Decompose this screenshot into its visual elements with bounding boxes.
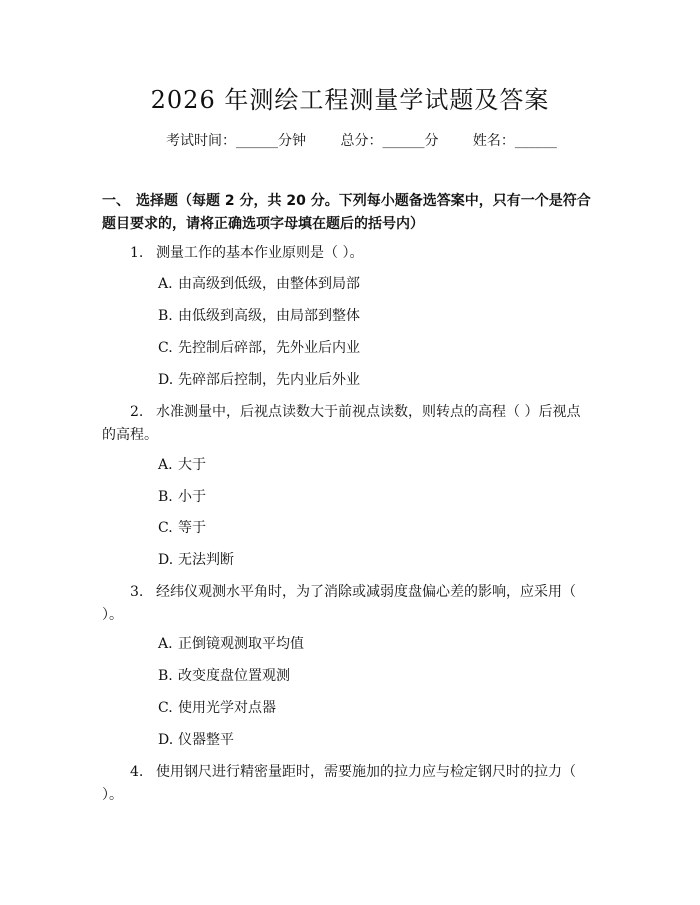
question-3-option-b	[158, 666, 290, 686]
option-letter: D.	[158, 372, 174, 388]
question-3-stem	[102, 581, 592, 627]
section-number: 一、	[102, 193, 130, 209]
question-1-option-a	[158, 274, 360, 294]
option-text: 大于	[178, 457, 206, 473]
exam-info-line	[166, 132, 557, 150]
option-letter: D.	[158, 552, 174, 568]
option-text: 由低级到高级，由局部到整体	[178, 308, 360, 324]
exam-time-field: 考试时间：______分钟	[166, 133, 306, 149]
question-3-text: 经纬仪观测水平角时，为了消除或减弱度盘偏心差的影响，应采用（ ）。	[102, 584, 576, 623]
option-letter: A.	[158, 636, 173, 652]
option-text: 小于	[178, 489, 206, 505]
question-3-option-a	[158, 634, 304, 654]
section-heading	[102, 190, 602, 236]
option-text: 改变度盘位置观测	[178, 668, 290, 684]
question-2-text: 水准测量中，后视点读数大于前视点读数，则转点的高程（ ）后视点的高程。	[102, 404, 581, 443]
option-letter: B.	[158, 489, 173, 505]
question-3-option-d	[158, 730, 234, 750]
student-name-field: 姓名：______	[472, 133, 557, 149]
option-text: 正倒镜观测取平均值	[178, 636, 304, 652]
question-4-stem	[102, 761, 592, 807]
section-heading-text: 选择题（每题 2 分，共 20 分。下列每小题备选答案中，只有一个是符合题目要求的，请将正确选项字母填在题后的括号内）	[102, 193, 591, 232]
option-letter: C.	[158, 520, 173, 536]
question-1-option-c	[158, 338, 360, 358]
question-1-option-d	[158, 370, 360, 390]
option-text: 等于	[178, 520, 206, 536]
total-score-field: 总分：______分	[340, 133, 439, 149]
question-4-text: 使用钢尺进行精密量距时，需要施加的拉力应与检定钢尺时的拉力（ ）。	[102, 764, 576, 803]
option-letter: A.	[158, 457, 173, 473]
option-text: 使用光学对点器	[178, 700, 276, 716]
question-2-option-a	[158, 455, 206, 475]
option-letter: B.	[158, 308, 173, 324]
option-letter: D.	[158, 732, 174, 748]
question-1-text: 测量工作的基本作业原则是（ ）。	[156, 245, 364, 261]
option-text: 仪器整平	[178, 732, 234, 748]
option-text: 先碎部后控制，先内业后外业	[178, 372, 360, 388]
option-text: 无法判断	[178, 552, 234, 568]
option-text: 先控制后碎部，先外业后内业	[178, 340, 360, 356]
question-1-number: 1.	[130, 245, 144, 261]
option-letter: A.	[158, 276, 173, 292]
option-letter: C.	[158, 340, 173, 356]
question-2-option-d	[158, 550, 234, 570]
option-text: 由高级到低级，由整体到局部	[178, 276, 360, 292]
option-letter: C.	[158, 700, 173, 716]
question-2-number: 2.	[130, 404, 144, 420]
question-2-option-b	[158, 487, 206, 507]
question-3-number: 3.	[130, 584, 144, 600]
document-title: 2026 年测绘工程测量学试题及答案	[150, 86, 550, 114]
question-2-stem	[102, 401, 592, 447]
question-1-option-b	[158, 306, 360, 326]
question-3-option-c	[158, 698, 276, 718]
question-4-number: 4.	[130, 764, 144, 780]
question-2-option-c	[158, 518, 206, 538]
question-1-stem	[102, 242, 592, 265]
option-letter: B.	[158, 668, 173, 684]
